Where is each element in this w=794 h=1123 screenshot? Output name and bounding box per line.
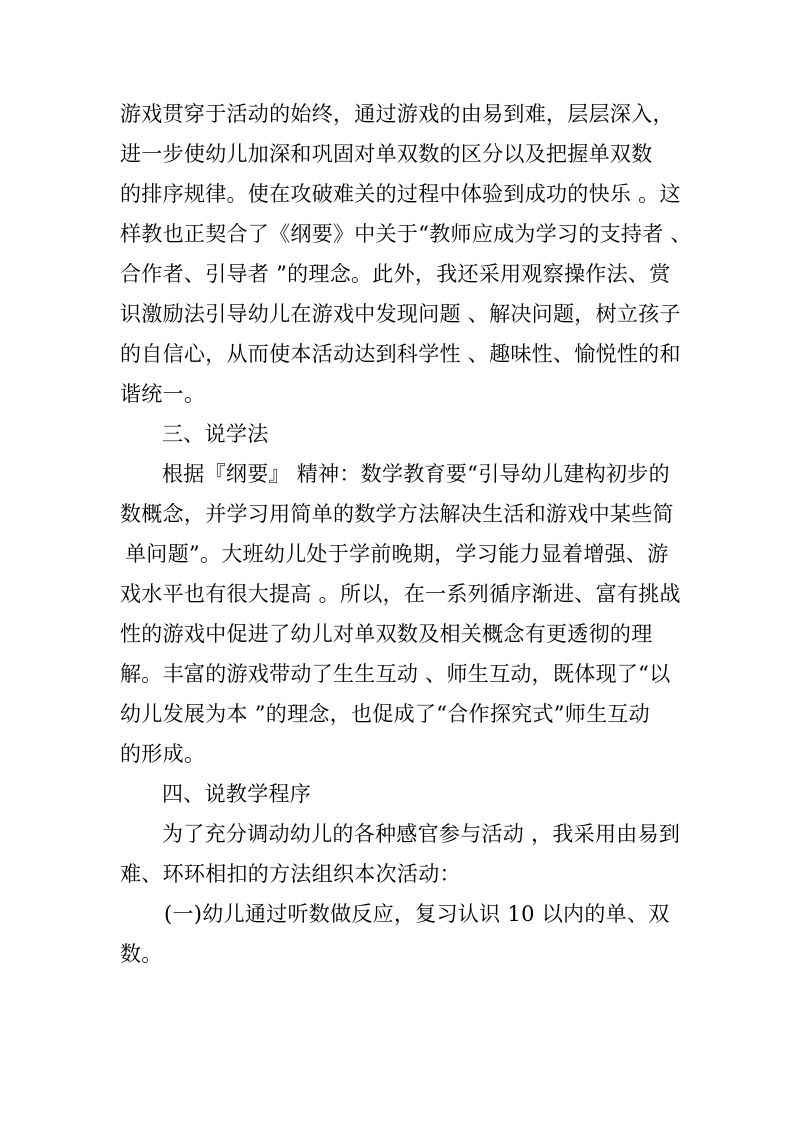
paragraph-line: 的排序规律。使在攻破难关的过程中体验到成功的快乐 。这: [120, 182, 681, 206]
paragraph-line: 的自信心，从而使本活动达到科学性 、趣味性、愉悦性的和: [120, 342, 681, 366]
paragraph-line: 游戏贯穿于活动的始终，通过游戏的由易到难，层层深入，: [120, 102, 674, 126]
paragraph-line: 合作者、引导者 ”的理念。此外，我还采用观察操作法、赏: [120, 262, 671, 286]
paragraph-line: 根据『纲要』 精神：数学教育要“引导幼儿建构初步的: [162, 462, 670, 486]
paragraph-line: 的形成。: [120, 742, 206, 766]
paragraph-line: 解。丰富的游戏带动了生生互动 、师生互动，既体现了“以: [120, 662, 671, 686]
list-item-line: (一)幼儿通过听数做反应，复习认识 10 以内的单、双: [164, 902, 670, 926]
section-heading: 三、说学法: [162, 422, 269, 446]
paragraph-line: 为了充分调动幼儿的各种感官参与活动 ，我采用由易到: [162, 822, 681, 846]
paragraph-line: 单问题”。大班幼儿处于学前晚期，学习能力显着增强、游: [125, 542, 669, 566]
section-heading: 四、说教学程序: [162, 782, 312, 806]
paragraph-line: 进一步使幼儿加深和巩固对单双数的区分以及把握单双数: [120, 142, 653, 166]
paragraph-line: 幼儿发展为本 ”的理念，也促成了“合作探究式”师生互动: [120, 702, 650, 726]
paragraph-line: 数概念，并学习用简单的数学方法解决生活和游戏中某些简: [120, 502, 674, 526]
paragraph-line: 样教也正契合了《纲要》中关于“教师应成为学习的支持者 、: [120, 222, 692, 246]
list-item-line: 数。: [120, 942, 163, 966]
paragraph-line: 戏水平也有很大提高 。所以，在一系列循序渐进、富有挑战: [120, 582, 681, 606]
paragraph-line: 难、环环相扣的方法组织本次活动：: [120, 862, 461, 886]
paragraph-line: 识激励法引导幼儿在游戏中发现问题 、解决问题，树立孩子: [120, 302, 681, 326]
paragraph-line: 性的游戏中促进了幼儿对单双数及相关概念有更透彻的理: [120, 622, 653, 646]
paragraph-line: 谐统一。: [120, 382, 206, 406]
